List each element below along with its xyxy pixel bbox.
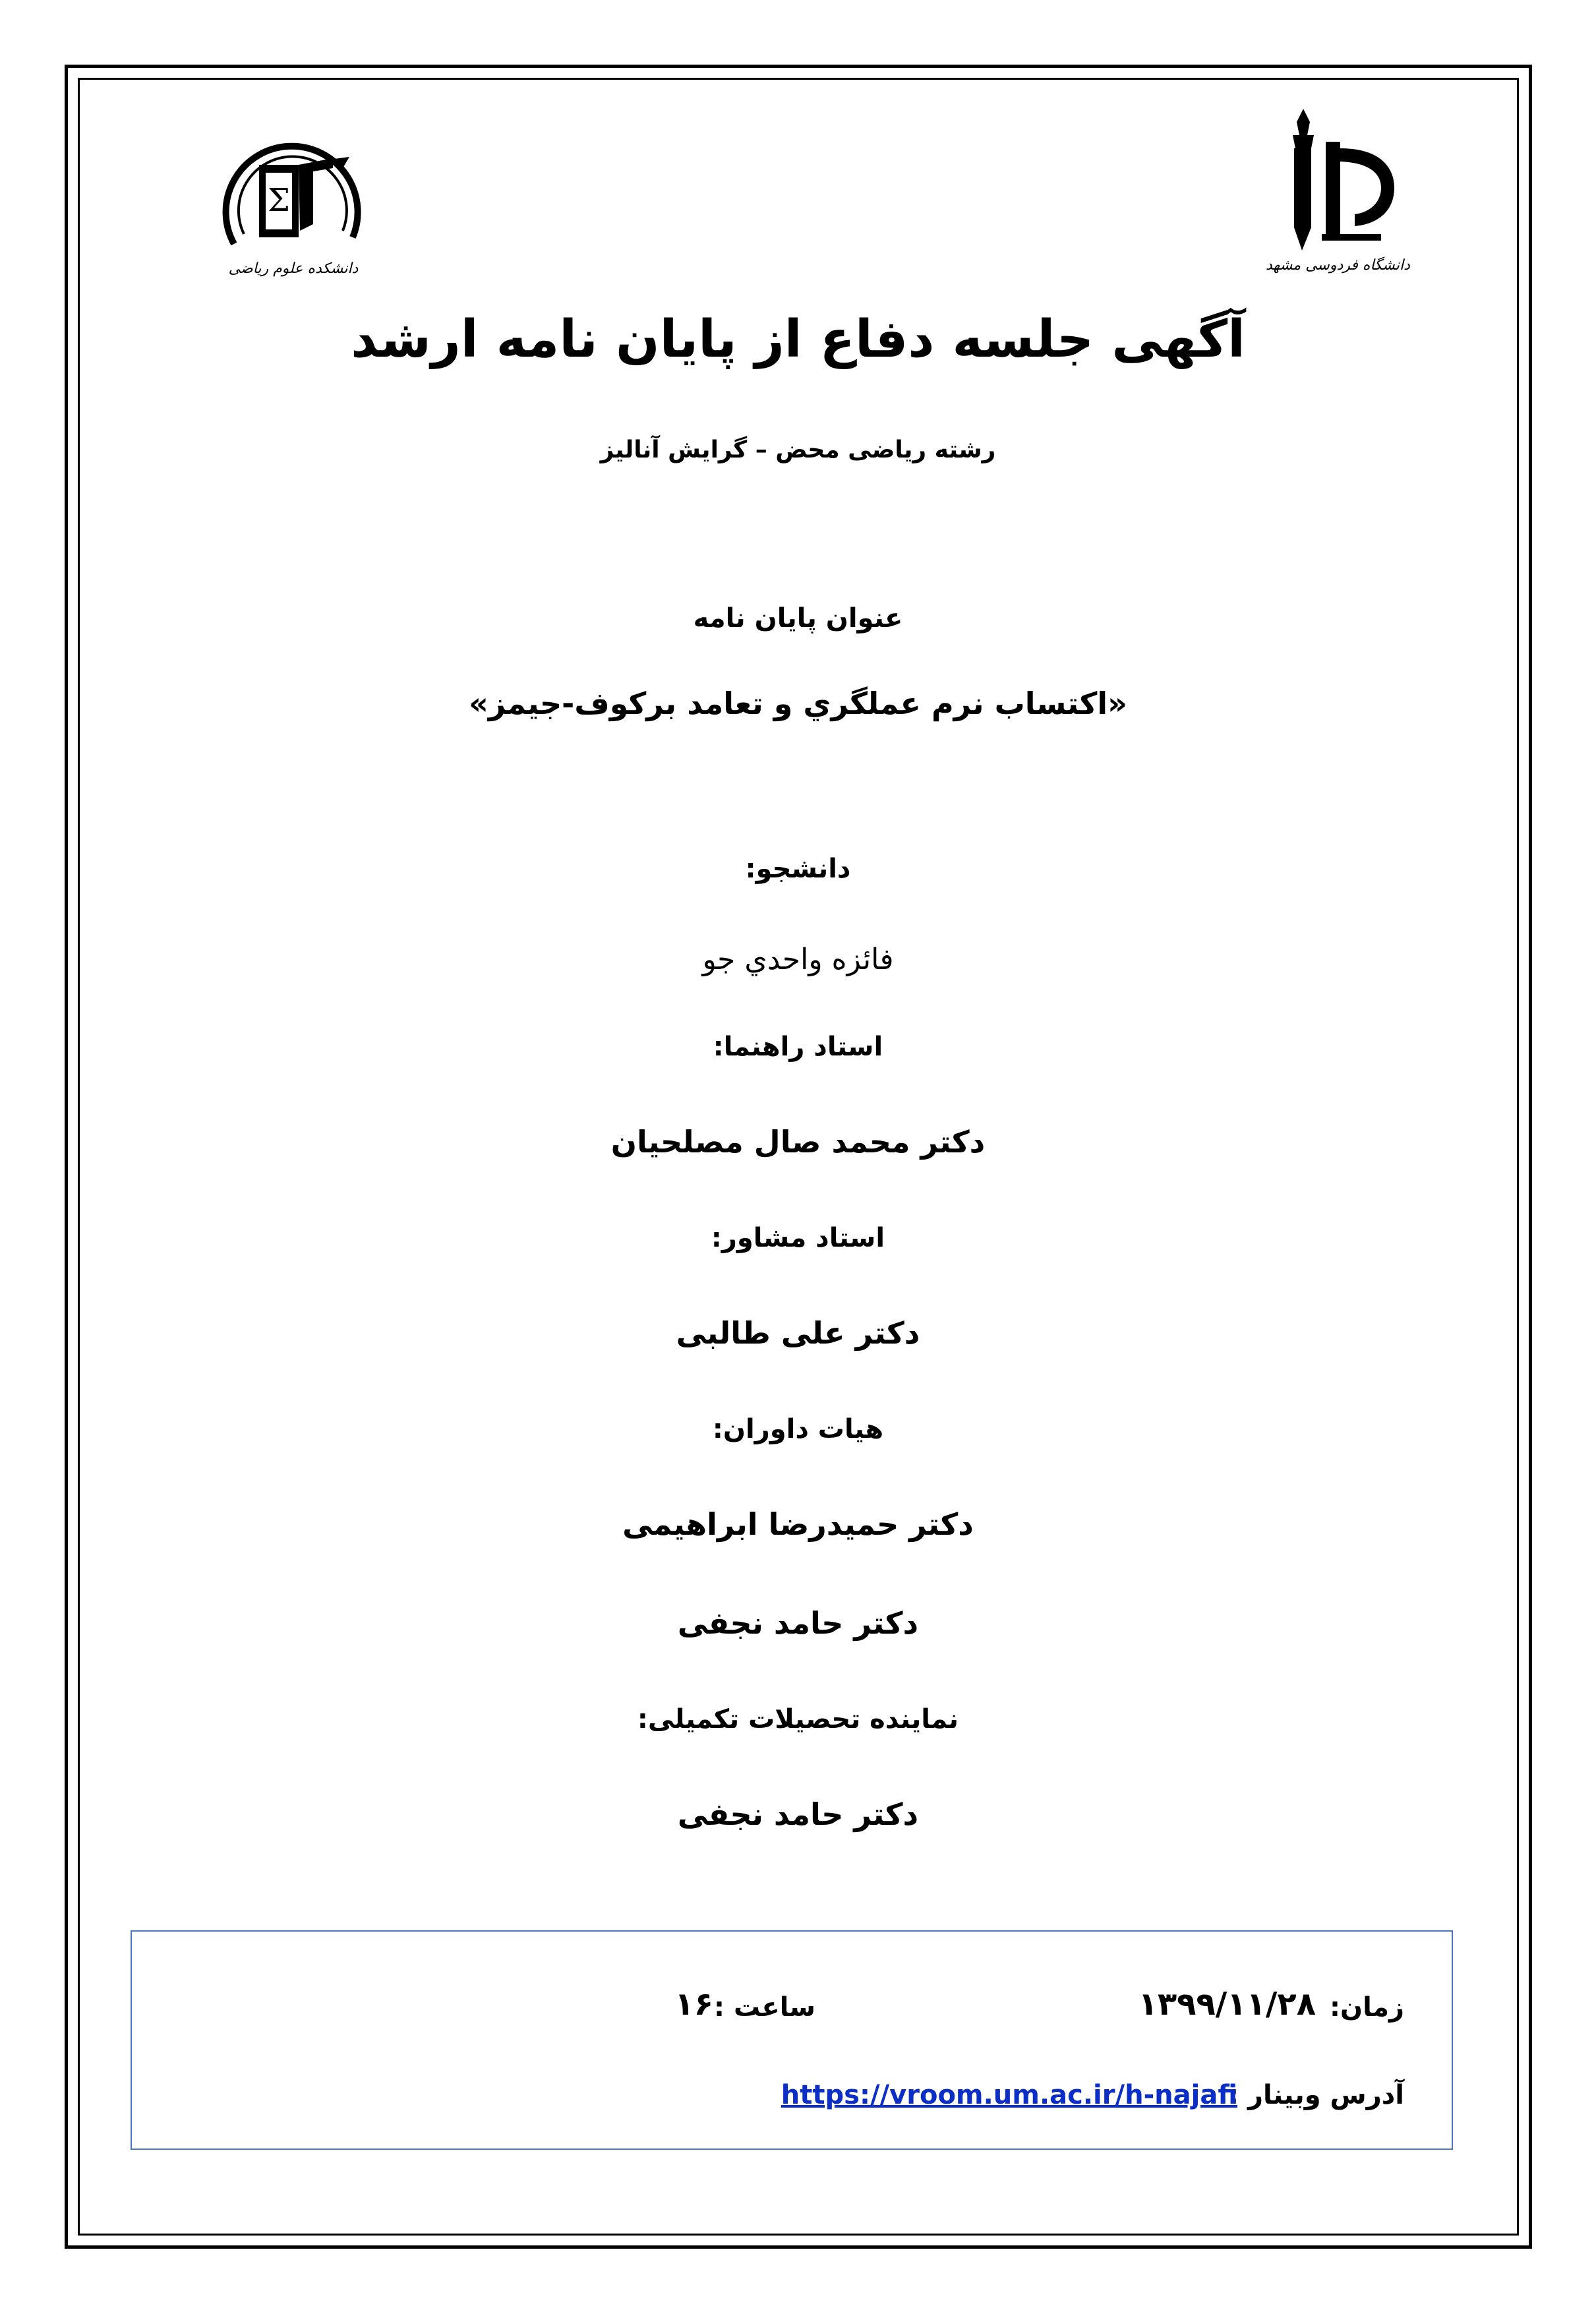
page-title: آگهی جلسه دفاع از پایان نامه ارشد — [351, 310, 1245, 369]
thesis-label: عنوان پایان نامه — [693, 603, 903, 634]
jury-label: هیات داوران: — [712, 1414, 884, 1444]
thesis-title: «اکتساب نرم عملگري و تعامد برکوف-جیمز» — [469, 686, 1127, 721]
advisor-name: دکتر علی طالبی — [676, 1315, 920, 1351]
field-of-study: رشته ریاضی محض – گرایش آنالیز — [600, 436, 996, 463]
faculty-logo-caption: دانشکده علوم ریاضی — [228, 260, 359, 277]
session-date: ۱۳۹۹/۱۱/۲۸ — [1138, 1986, 1316, 2023]
webinar-link[interactable]: https://vroom.um.ac.ir/h-najafi — [781, 2080, 1237, 2110]
student-label: دانشجو: — [745, 854, 851, 884]
advisor-label: استاد مشاور: — [711, 1223, 885, 1253]
representative-label: نماینده تحصیلات تکمیلی: — [637, 1704, 959, 1734]
university-logo-caption: دانشگاه فردوسی مشهد — [1266, 257, 1410, 274]
jury-member: دکتر حامد نجفی — [677, 1605, 919, 1641]
session-info-box — [131, 1930, 1453, 2150]
svg-text:Σ: Σ — [268, 182, 290, 219]
session-hour: ۱۶ — [674, 1986, 713, 2023]
jury-member: دکتر حمیدرضا ابراهیمی — [622, 1506, 974, 1542]
time-label: زمان: — [1330, 1992, 1404, 2023]
supervisor-label: استاد راهنما: — [713, 1032, 883, 1062]
webinar-label: آدرس وبینار : — [1228, 2080, 1404, 2110]
student-name: فائزه واحدي جو — [702, 943, 894, 976]
supervisor-name: دکتر محمد صال مصلحیان — [610, 1124, 986, 1160]
hour-label: ساعت : — [714, 1992, 815, 2023]
representative-name: دکتر حامد نجفی — [677, 1796, 919, 1832]
